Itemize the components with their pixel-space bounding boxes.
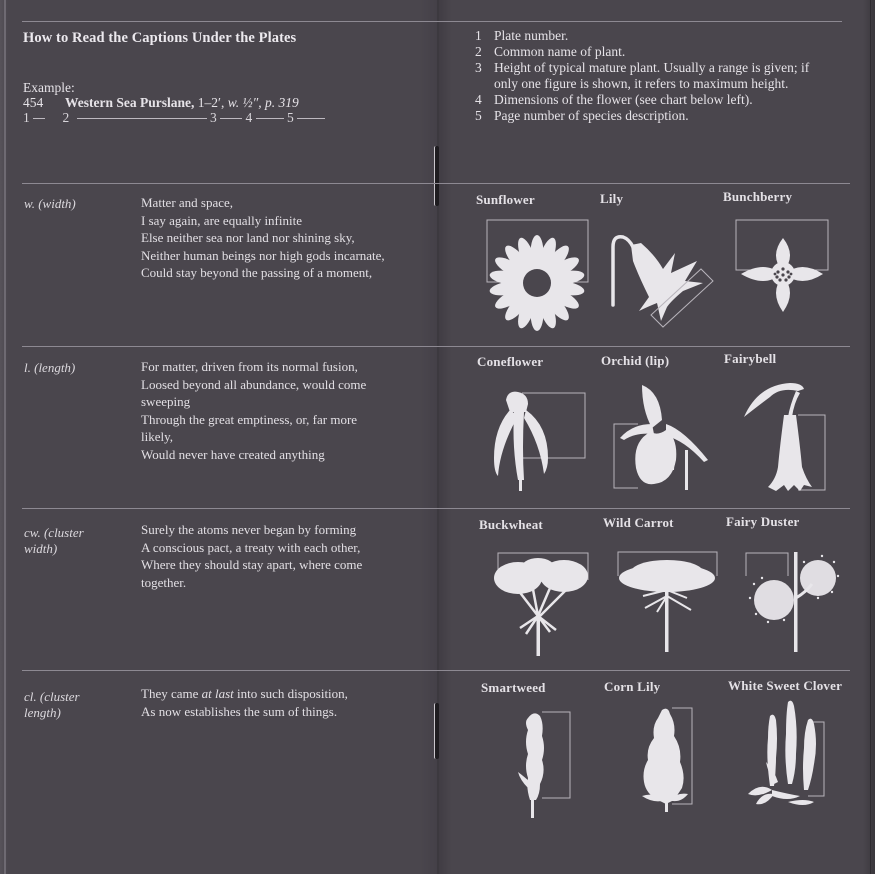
- poem-line: Matter and space,: [141, 195, 234, 210]
- term-line: cl. (cluster: [24, 689, 80, 704]
- plant-label-sunflower: Sunflower: [476, 192, 535, 207]
- plant-label-orchid-lip: Orchid (lip): [601, 353, 670, 368]
- example-caption: [23, 95, 299, 111]
- poem-line: Through the great emptiness, or, far more: [141, 411, 358, 427]
- dimension-term-cluster-length: [24, 689, 119, 721]
- legend-text: Common name of plant.: [494, 44, 626, 59]
- plant-label-white-sweet-clover: White Sweet Clover: [728, 678, 843, 693]
- fairy-duster-illustration: [742, 548, 842, 658]
- example-label: Example:: [23, 80, 75, 95]
- poem-line: Would never have created anything: [141, 446, 325, 462]
- legend-number: 4: [475, 92, 482, 107]
- poem-stanza-width: [141, 194, 426, 282]
- dimension-term-width: w. (width): [24, 196, 76, 211]
- example-plate-number: 454: [23, 95, 44, 110]
- legend-text: Plate number.: [494, 28, 569, 43]
- poem-line: Loosed beyond all abundance, would come: [141, 376, 367, 392]
- plant-label-buckwheat: Buckwheat: [479, 517, 543, 532]
- legend-text: Page number of species description.: [494, 108, 689, 123]
- index-dash: [33, 118, 45, 119]
- corn-lily-illustration: [632, 704, 707, 819]
- dimension-term-cluster-width: [24, 525, 119, 557]
- poem-line: likely,: [141, 429, 174, 444]
- term-line: cw. (cluster: [24, 525, 84, 540]
- legend-number: 1: [475, 28, 482, 43]
- legend-text: Height of typical mature plant. Usually a range is given; if only one figure is shown, it refers to maximum height.: [494, 60, 810, 91]
- poem-line: [141, 685, 426, 703]
- plant-label-smartweed: Smartweed: [481, 680, 546, 695]
- fairybell-illustration: [740, 375, 835, 495]
- legend-number: 3: [475, 60, 482, 75]
- plant-label-corn-lily: Corn Lily: [604, 679, 661, 694]
- index-dash: [256, 118, 284, 119]
- index-marker-1: 1: [23, 110, 30, 125]
- page-edge-right: [870, 0, 871, 874]
- plant-label-fairybell: Fairybell: [724, 351, 777, 366]
- example-height: 1–2′,: [197, 95, 225, 110]
- plant-label-fairy-duster: Fairy Duster: [726, 514, 800, 529]
- legend-item: [475, 44, 814, 60]
- poem-stanza-cluster-width: [141, 521, 426, 591]
- example-common-name: Western Sea Purslane,: [65, 95, 195, 110]
- dimension-term-length: l. (length): [24, 360, 76, 375]
- poem-line: For matter, driven from its normal fusion,: [141, 359, 358, 374]
- wild-carrot-illustration: [613, 550, 723, 655]
- page-title: How to Read the Captions Under the Plates: [23, 30, 297, 46]
- index-dash: [297, 118, 325, 119]
- poem-line: together.: [141, 574, 187, 590]
- staple-top: [434, 146, 439, 206]
- poem-line: A conscious pact, a treaty with each other,: [141, 539, 361, 555]
- buckwheat-illustration: [490, 550, 595, 660]
- index-dash: [220, 118, 242, 119]
- poem-stanza-length: [141, 358, 426, 463]
- index-marker-4: 4: [245, 110, 253, 125]
- poem-italic-text: at last: [201, 686, 234, 701]
- orchid-lip-illustration: [612, 380, 717, 495]
- staple-bottom: [434, 703, 439, 759]
- divider-rule-cluster-width: [22, 508, 850, 509]
- index-marker-2: 2: [62, 110, 70, 125]
- smartweed-illustration: [512, 708, 582, 823]
- divider-rule-width: [22, 183, 850, 184]
- plant-label-bunchberry: Bunchberry: [723, 189, 793, 204]
- legend-text: Dimensions of the flower (see chart below left).: [494, 92, 753, 107]
- caption-legend: [475, 28, 814, 124]
- bunchberry-illustration: [733, 217, 838, 322]
- poem-line: Neither human beings nor high gods incarnate,: [141, 247, 385, 263]
- legend-item: [475, 92, 814, 108]
- lily-illustration: [605, 225, 730, 340]
- example-page-ref: p. 319: [264, 95, 299, 110]
- poem-line: Where they should stay apart, where come: [141, 557, 363, 572]
- plant-label-wild-carrot: Wild Carrot: [603, 515, 674, 530]
- example-dimension: w. ½″,: [227, 95, 262, 110]
- plant-label-coneflower: Coneflower: [477, 354, 544, 369]
- index-marker-3: 3: [210, 110, 217, 125]
- legend-number: 5: [475, 108, 482, 123]
- term-line: width): [24, 541, 58, 556]
- white-sweet-clover-illustration: [744, 698, 834, 818]
- sunflower-illustration: [480, 215, 600, 335]
- index-dash: [77, 118, 207, 119]
- poem-line: As now establishes the sum of things.: [141, 703, 338, 719]
- poem-line: Surely the atoms never began by forming: [141, 522, 357, 537]
- poem-text: They came: [141, 686, 202, 701]
- poem-line: sweeping: [141, 394, 191, 409]
- index-marker-5: 5: [287, 110, 294, 125]
- plant-label-lily: Lily: [600, 191, 624, 206]
- poem-stanza-cluster-length: [141, 685, 426, 720]
- legend-item: [475, 108, 814, 124]
- poem-line: Could stay beyond the passing of a moment,: [141, 265, 373, 280]
- legend-item: [475, 60, 814, 92]
- example-index-markers: [23, 110, 325, 126]
- divider-rule-length: [22, 346, 850, 347]
- term-line: length): [24, 705, 61, 720]
- poem-line: I say again, are equally infinite: [141, 212, 302, 228]
- poem-line: Else neither sea nor land nor shining sky,: [141, 230, 355, 245]
- divider-rule-cluster-length: [22, 670, 850, 671]
- legend-item: [475, 28, 814, 44]
- page-edge-left: [4, 0, 6, 874]
- top-rule: [22, 21, 842, 22]
- legend-number: 2: [475, 44, 482, 59]
- poem-text: into such disposition,: [233, 686, 348, 701]
- coneflower-illustration: [488, 388, 593, 498]
